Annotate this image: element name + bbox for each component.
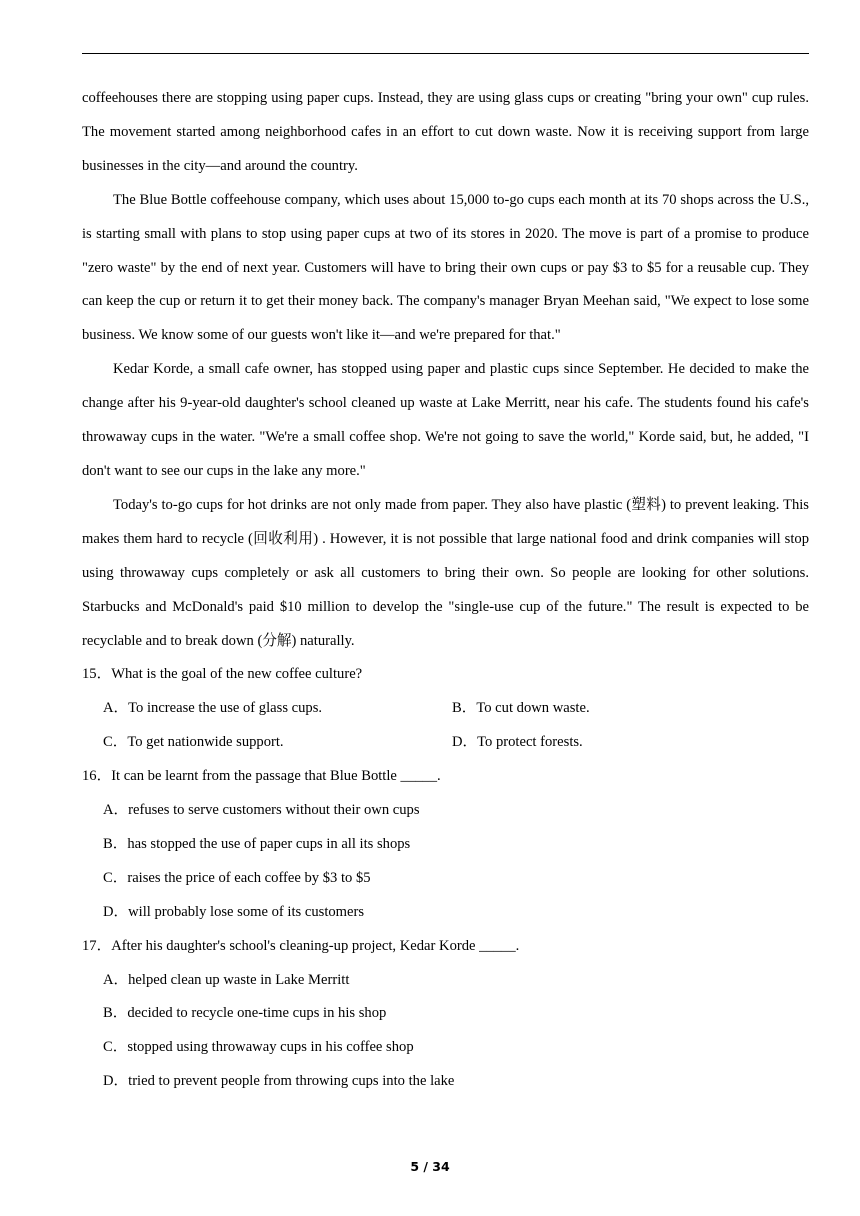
- option-c: C．raises the price of each coffee by $3 to $5: [103, 869, 371, 886]
- option-b: B．decided to recycle one-time cups in his shop: [103, 1005, 387, 1022]
- page-content: [82, 82, 809, 1099]
- option-row: [82, 726, 809, 760]
- option-a: A．To increase the use of glass cups.: [103, 700, 323, 717]
- option-a: A．helped clean up waste in Lake Merritt: [103, 971, 350, 988]
- header-rule: [82, 53, 809, 54]
- passage-paragraph-3: Kedar Korde, a small cafe owner, has stopped using paper and plastic cups since September. He decided to make the change after his 9-year-old daughter's school cleaned up waste at Lake Merritt, near his cafe. The students found his cafe's throwaway cups in the water. "We're a small coffee shop. We're not going to save the world," Korde said, but, he added, "I don't want to see our cups in the lake any more.": [82, 361, 809, 479]
- option-row: [82, 692, 809, 726]
- option-a: A．refuses to serve customers without their own cups: [103, 802, 420, 819]
- question-stem: 15．What is the goal of the new coffee culture?: [82, 666, 363, 683]
- option-d: D．To protect forests.: [452, 734, 583, 751]
- passage-paragraph-1: coffeehouses there are stopping using paper cups. Instead, they are using glass cups or creating "bring your own" cup rules. The movement started among neighborhood cafes in an effort to cut down waste. Now it is receiving support from large businesses in the city—and around the country.: [82, 90, 809, 174]
- question-15: [82, 658, 809, 760]
- page-number: 5 / 34: [410, 1159, 450, 1174]
- option-c: C．stopped using throwaway cups in his coffee shop: [103, 1039, 414, 1056]
- option-b: B．To cut down waste.: [452, 700, 590, 717]
- passage-paragraph-4: Today's to-go cups for hot drinks are not only made from paper. They also have plastic (塑料) to prevent leaking. This makes them hard to recycle (回收利用) . However, it is not possible that large national food and drink companies will stop using throwaway cups completely or ask all customers to bring their own. So people are looking for other solutions. Starbucks and McDonald's paid $10 million to develop the "single-use cup of the future." The result is expected to be recyclable and to break down (分解) naturally.: [82, 496, 809, 649]
- reading-passage: [82, 82, 809, 658]
- question-16: [82, 760, 809, 930]
- question-17: [82, 930, 809, 1100]
- question-stem: 17．After his daughter's school's cleaning-up project, Kedar Korde _____.: [82, 937, 520, 954]
- option-c: C．To get nationwide support.: [103, 734, 284, 751]
- question-stem: 16．It can be learnt from the passage that Blue Bottle _____.: [82, 768, 441, 785]
- option-d: D．tried to prevent people from throwing cups into the lake: [103, 1073, 455, 1090]
- option-d: D．will probably lose some of its customers: [103, 903, 365, 920]
- passage-paragraph-2: The Blue Bottle coffeehouse company, which uses about 15,000 to-go cups each month at its 70 shops across the U.S., is starting small with plans to stop using paper cups at two of its stores in 2020. The move is part of a promise to produce "zero waste" by the end of next year. Customers will have to bring their own cups or pay $3 to $5 for a reusable cup. They can keep the cup or return it to get their money back. The company's manager Bryan Meehan said, "We expect to lose some business. We know some of our guests won't like it—and we're prepared for that.": [82, 191, 809, 344]
- option-b: B．has stopped the use of paper cups in all its shops: [103, 835, 411, 852]
